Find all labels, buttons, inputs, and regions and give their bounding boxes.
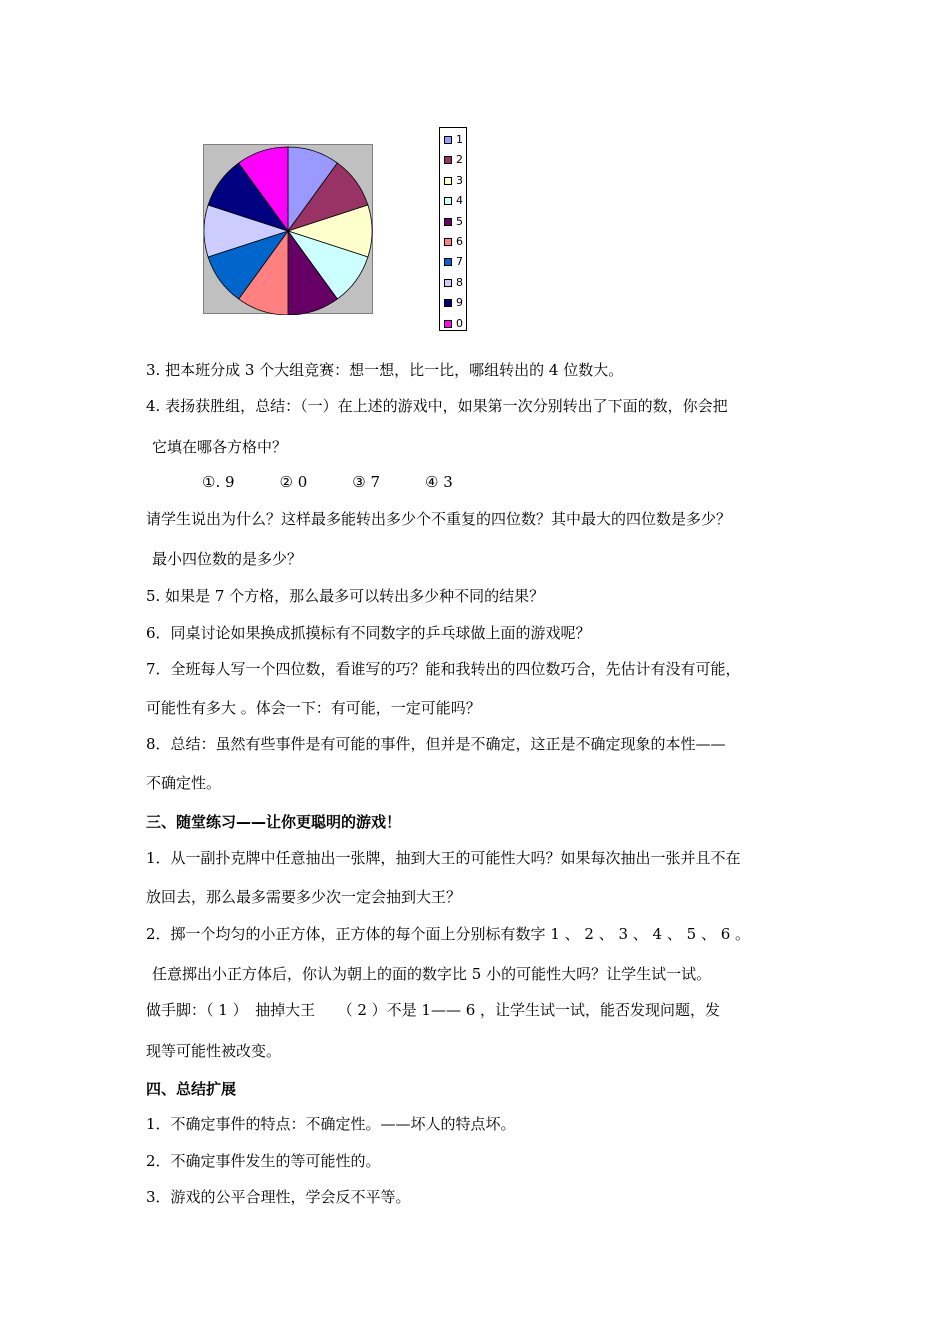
legend-label: 3 — [456, 173, 463, 187]
text-line-8: 6．同桌讨论如果换成抓摸标有不同数字的乒乓球做上面的游戏呢？ — [146, 624, 591, 642]
section-heading-3: 三、随堂练习——让你更聪明的游戏！ — [146, 813, 402, 831]
legend-item-2 — [444, 153, 466, 167]
text-line-2: 4. 表扬获胜组，总结：（一）在上述的游戏中，如果第一次分别转出了下面的数，你会把 — [146, 397, 728, 415]
text-line-17: 做手脚：（ 1 ） 抽掉大王 （ 2 ）不是 1—— 6 ，让学生试一试，能否发现问题，发 — [146, 1001, 721, 1019]
legend-swatch — [444, 238, 452, 246]
pie-chart-svg — [204, 145, 374, 315]
legend-label: 2 — [456, 153, 463, 167]
legend-swatch — [444, 218, 452, 226]
text-line-16: 任意掷出小正方体后，你认为朝上的面的数字比 5 小的可能性大吗？让学生试一试。 — [152, 965, 712, 983]
text-line-3: 它填在哪各方格中？ — [152, 438, 288, 456]
legend-swatch — [444, 299, 452, 307]
legend-label: 8 — [456, 275, 463, 289]
pie-chart — [203, 144, 373, 314]
legend-label: 7 — [456, 255, 463, 269]
text-line-11: 8．总结：虽然有些事件是有可能的事件，但并是不确定，这正是不确定现象的本性—— — [146, 735, 726, 753]
text-line-13: 1．从一副扑克牌中任意抽出一张牌，抽到大王的可能性大吗？如果每次抽出一张并且不在 — [146, 849, 741, 867]
legend-item-8 — [444, 276, 466, 290]
legend-item-1 — [444, 133, 466, 147]
legend-item-4 — [444, 194, 466, 208]
text-line-21: 3．游戏的公平合理性，学会反不平等。 — [146, 1188, 411, 1206]
text-line-20: 2．不确定事件发生的等可能性的。 — [146, 1152, 381, 1170]
legend-swatch — [444, 136, 452, 144]
text-line-7: 5. 如果是 7 个方格，那么最多可以转出多少种不同的结果？ — [146, 587, 545, 605]
legend-item-7 — [444, 255, 466, 269]
text-line-15: 2．掷一个均匀的小正方体，正方体的每个面上分别标有数字 1 、 2 、 3 、 4 、 5 、 6 。 — [146, 925, 751, 943]
legend-label: 4 — [456, 194, 463, 208]
legend-swatch — [444, 156, 452, 164]
legend-label: 5 — [456, 214, 463, 228]
legend-label: 9 — [456, 296, 463, 310]
legend-item-5 — [444, 215, 466, 229]
legend-label: 6 — [456, 235, 463, 248]
legend-item-9 — [444, 296, 466, 310]
legend-swatch — [444, 279, 452, 287]
legend-item-3 — [444, 174, 466, 188]
text-line-6: 最小四位数的是多少？ — [152, 550, 303, 568]
text-line-4: ①. 9 ② 0 ③ 7 ④ 3 — [202, 473, 453, 491]
text-line-5: 请学生说出为什么？这样最多能转出多少个不重复的四位数？其中最大的四位数是多少？ — [146, 510, 732, 528]
text-line-9: 7．全班每人写一个四位数，看谁写的巧？能和我转出的四位数巧合，先估计有没有可能， — [146, 660, 741, 678]
text-line-18: 现等可能性被改变。 — [146, 1042, 282, 1060]
chart-legend — [439, 127, 467, 331]
legend-swatch — [444, 320, 452, 328]
section-heading-4: 四、总结扩展 — [146, 1080, 237, 1098]
text-line-1: 3. 把本班分成 3 个大组竞赛：想一想，比一比，哪组转出的 4 位数大。 — [146, 361, 624, 379]
text-line-10: 可能性有多大 。体会一下：有可能，一定可能吗？ — [146, 699, 481, 717]
legend-swatch — [444, 258, 452, 266]
legend-item-6 — [444, 235, 466, 249]
legend-label: 0 — [456, 316, 463, 330]
legend-label: 1 — [456, 133, 463, 146]
legend-swatch — [444, 177, 452, 185]
legend-item-0 — [444, 317, 466, 331]
text-line-12: 不确定性。 — [146, 774, 222, 792]
text-line-19: 1．不确定事件的特点：不确定性。——坏人的特点坏。 — [146, 1115, 516, 1133]
text-line-14: 放回去，那么最多需要多少次一定会抽到大王？ — [146, 888, 462, 906]
legend-swatch — [444, 197, 452, 205]
